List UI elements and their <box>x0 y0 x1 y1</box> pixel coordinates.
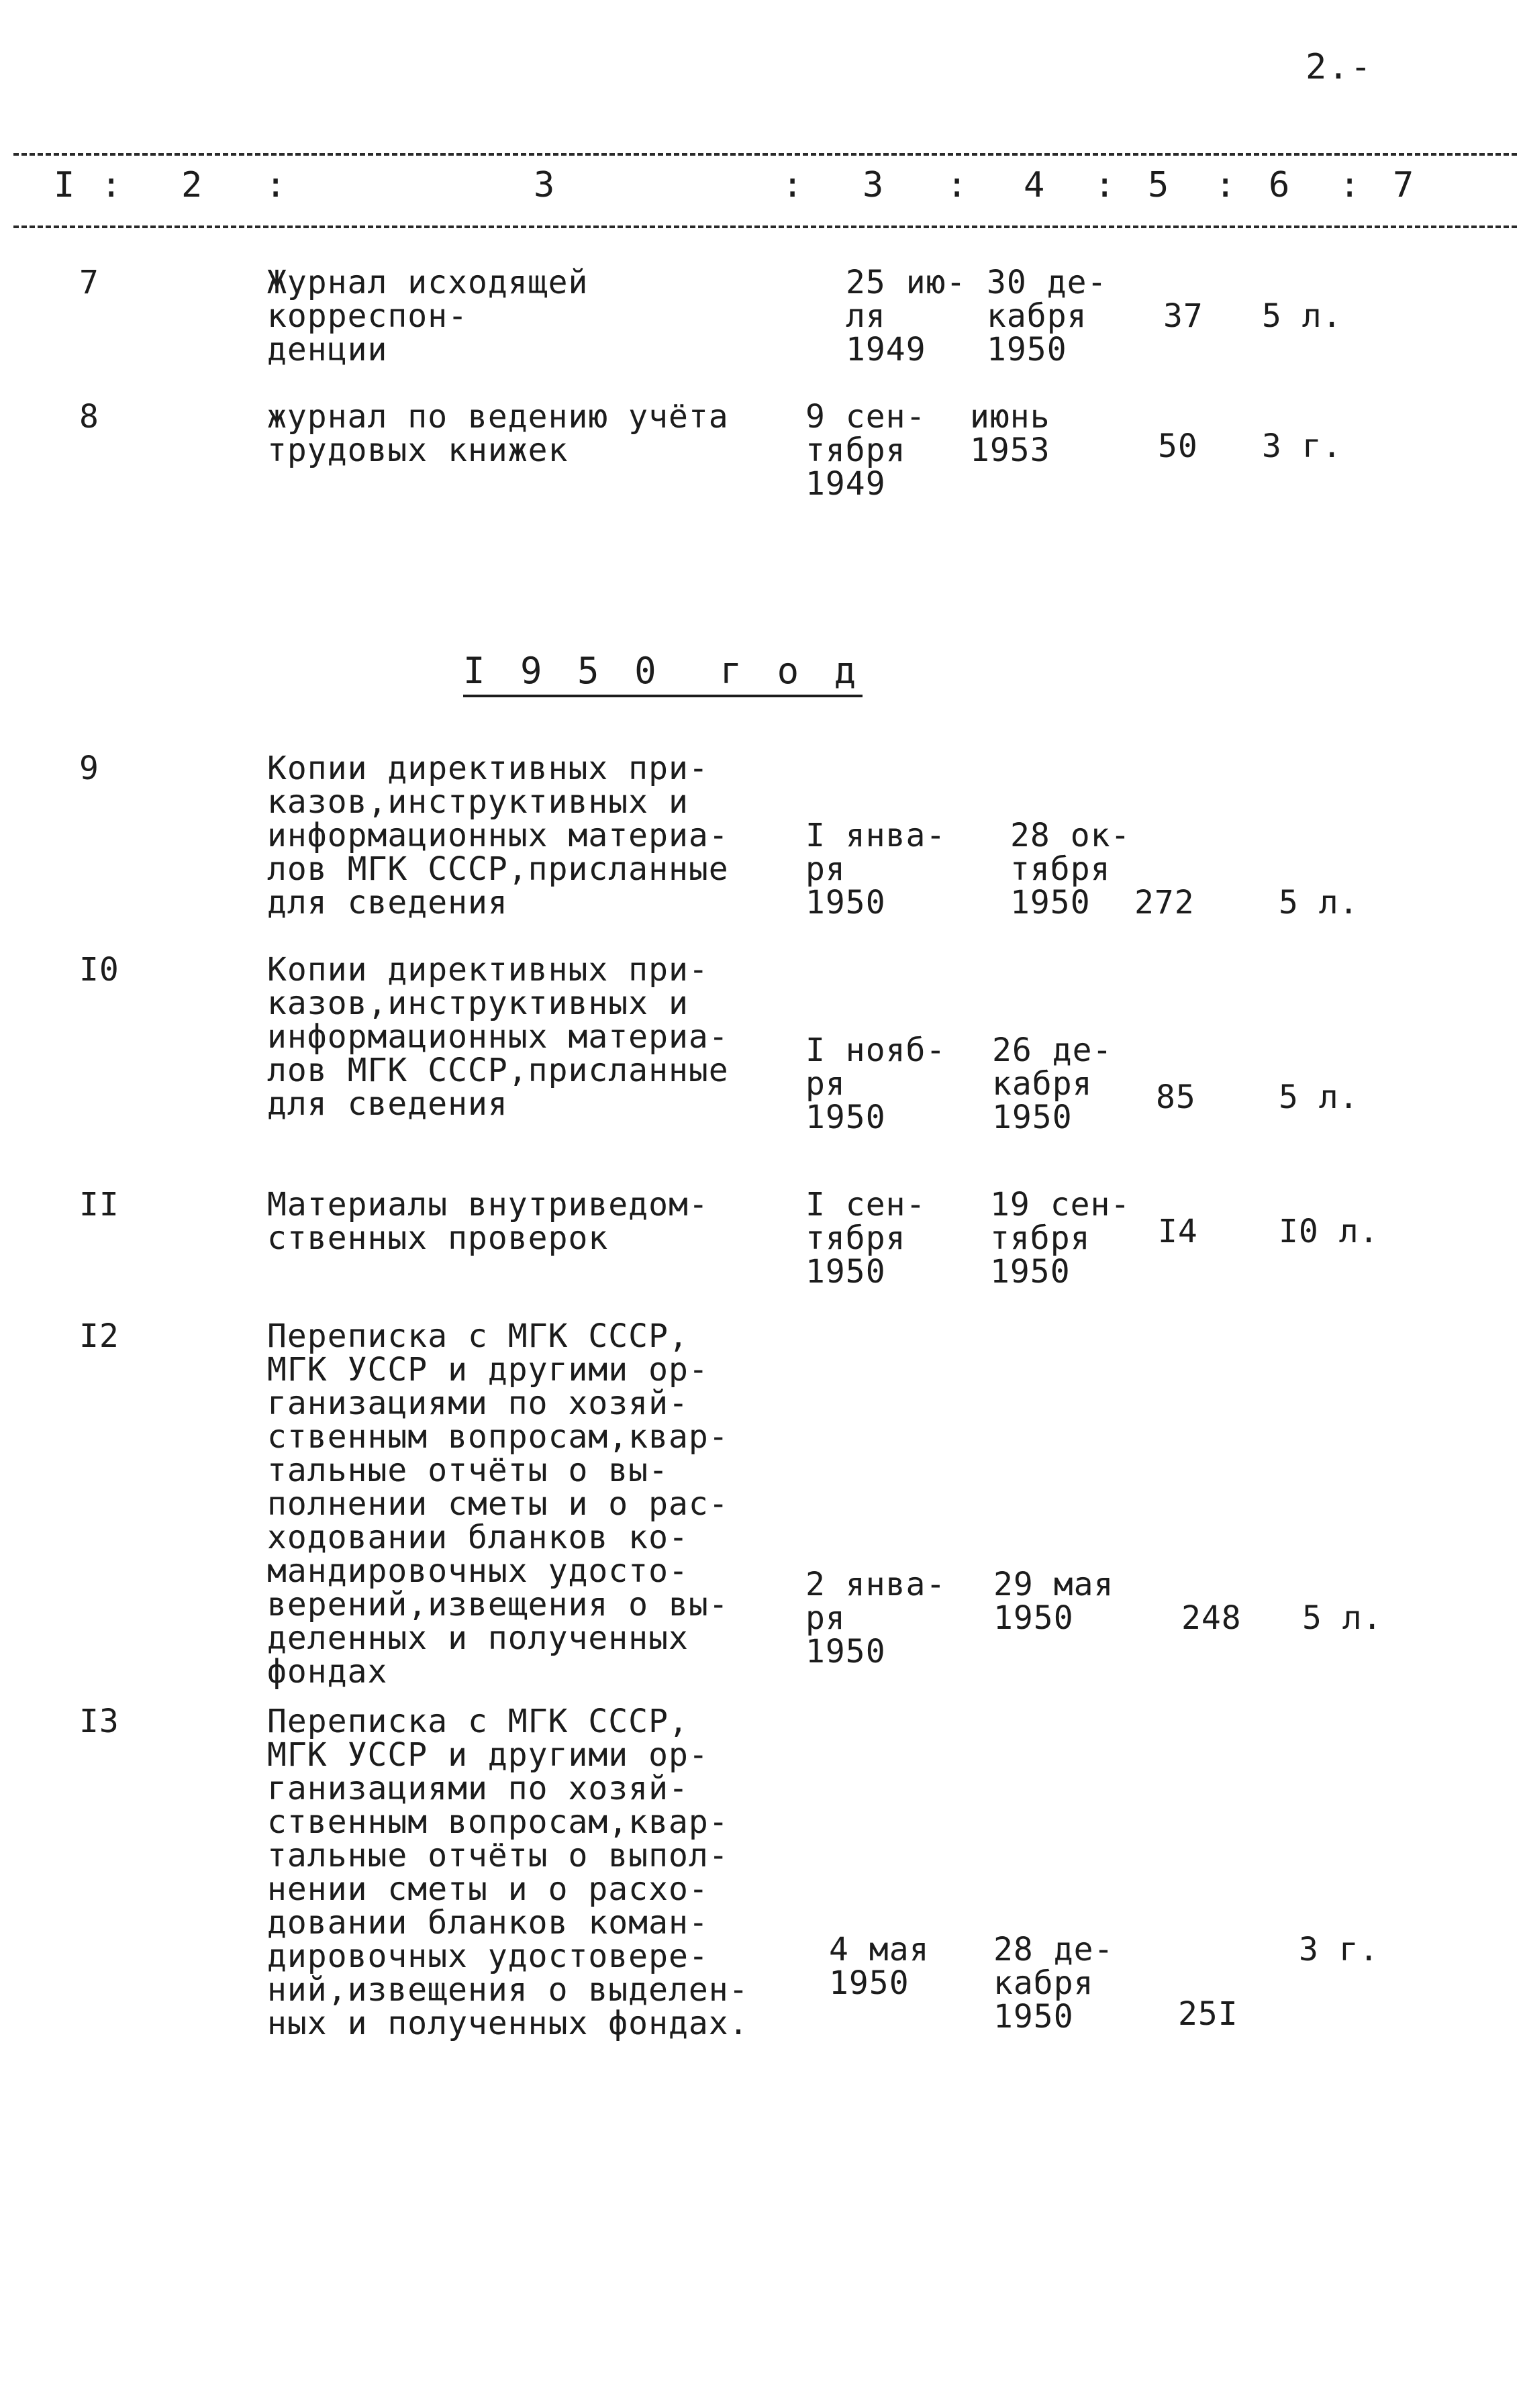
row-retention-term: 3 г. <box>1299 1931 1379 1968</box>
row-title: Копии директивных при- казов,инструктивных и информационных материа- лов МГК СССР,присланные для сведения <box>267 750 729 921</box>
row-title: Материалы внутриведом- ственных проверок <box>267 1186 709 1257</box>
header-separator: : <box>1094 165 1116 205</box>
header-separator: : <box>1215 165 1236 205</box>
row-number: I0 <box>79 951 119 989</box>
row-sheet-count: I4 <box>1158 1213 1198 1250</box>
header-col-7: 7 <box>1393 165 1414 205</box>
row-retention-term: 5 л. <box>1302 1599 1383 1637</box>
header-separator: : <box>265 165 287 205</box>
header-col-1: I <box>54 165 75 205</box>
page-number: 2.- <box>1306 47 1373 87</box>
row-retention-term: 5 л. <box>1279 1078 1359 1116</box>
row-sheet-count: 25I <box>1178 1995 1238 2033</box>
row-retention-term: 3 г. <box>1262 428 1342 465</box>
header-separator: : <box>946 165 968 205</box>
header-separator: : <box>782 165 803 205</box>
row-start-date: 9 сен- тября 1949 <box>805 398 926 503</box>
header-bottom-rule <box>13 225 1517 228</box>
header-col-2: 2 <box>181 165 203 205</box>
row-sheet-count: 248 <box>1181 1599 1242 1637</box>
row-title: Переписка с МГК СССР, МГК УССР и другими ор- ганизациями по хозяй- ственным вопросам,квар- тальные отчёты о вы- полнении сметы и о рас- ходовании бланков ко- мандировочных удосто- верений,извещения о вы- деленных и полученных фондах <box>267 1317 729 1691</box>
row-title: Переписка с МГК СССР, МГК УССР и другими ор- ганизациями по хозяй- ственным вопросам,квар- тальные отчёты о выпол- нении сметы и о расхо- довании бланков коман- дировочных удостовере- ний,извещения о выделен- ных и полученных фондах. <box>267 1703 749 2042</box>
header-col-5: 5 <box>1148 165 1169 205</box>
row-end-date: 19 сен- тября 1950 <box>990 1186 1131 1291</box>
row-end-date: июнь 1953 <box>970 398 1050 469</box>
row-end-date: 28 ок- тября 1950 <box>1010 817 1131 921</box>
row-title: журнал по ведению учёта трудовых книжек <box>267 398 729 469</box>
year-heading: I 9 5 0 г о д <box>463 650 863 697</box>
header-top-rule <box>13 153 1517 156</box>
row-start-date: 2 янва- ря 1950 <box>805 1566 946 1670</box>
row-sheet-count: 50 <box>1158 428 1198 465</box>
row-start-date: I янва- ря 1950 <box>805 817 946 921</box>
header-col-4: 4 <box>1024 165 1045 205</box>
row-number: II <box>79 1186 119 1223</box>
row-sheet-count: 85 <box>1156 1078 1196 1116</box>
row-end-date: 28 де- кабря 1950 <box>993 1931 1114 2036</box>
row-end-date: 29 мая 1950 <box>993 1566 1114 1637</box>
header-separator: : <box>1339 165 1361 205</box>
row-retention-term: 5 л. <box>1279 884 1359 921</box>
row-end-date: 26 де- кабря 1950 <box>992 1032 1113 1136</box>
row-number: I2 <box>79 1317 119 1355</box>
row-start-date: 25 ию- ля 1949 <box>846 264 967 368</box>
row-number: 8 <box>79 398 99 436</box>
header-separator: : <box>101 165 122 205</box>
row-retention-term: 5 л. <box>1262 297 1342 335</box>
header-col-3: 3 <box>534 165 555 205</box>
row-start-date: I нояб- ря 1950 <box>805 1032 946 1136</box>
row-retention-term: I0 л. <box>1279 1213 1379 1250</box>
row-start-date: 4 мая 1950 <box>829 1931 930 2002</box>
row-number: I3 <box>79 1703 119 1740</box>
row-sheet-count: 37 <box>1163 297 1203 335</box>
header-col-3b: 3 <box>863 165 884 205</box>
row-number: 7 <box>79 264 99 301</box>
header-col-6: 6 <box>1269 165 1290 205</box>
row-start-date: I сен- тября 1950 <box>805 1186 926 1291</box>
row-sheet-count: 272 <box>1134 884 1195 921</box>
row-number: 9 <box>79 750 99 787</box>
row-title: Копии директивных при- казов,инструктивных и информационных материа- лов МГК СССР,присланные для сведения <box>267 951 729 1123</box>
row-title: Журнал исходящей корреспон- денции <box>267 264 589 368</box>
row-end-date: 30 де- кабря 1950 <box>987 264 1108 368</box>
